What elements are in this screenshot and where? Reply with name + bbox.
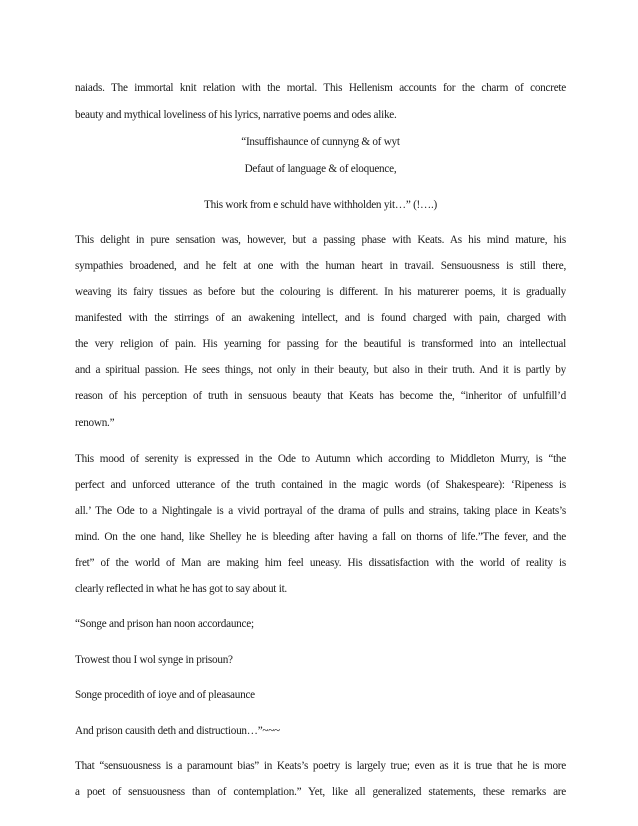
text-line: clearly reflected in what he has got to say about it. bbox=[75, 583, 287, 595]
text-line: weaving its fairy tissues as before but the colouring is different. In his maturerer poems, it is gradually bbox=[75, 286, 566, 298]
text-line: mind. On the one hand, like Shelley he is bleeding after having a fall on thorns of life.”The fever, and the bbox=[75, 531, 566, 543]
text-line: a poet of sensuousness than of contemplation.” Yet, like all generalized statements, these remarks are bbox=[75, 786, 566, 798]
quote-line: “Insuffishaunce of cunnyng & of wyt bbox=[241, 136, 400, 148]
text-line: That “sensuousness is a paramount bias” in Keats’s poetry is largely true; even as it is true that he is more bbox=[75, 760, 566, 772]
text-line: manifested with the stirrings of an awakening intellect, and is found charged with pain, charged with bbox=[75, 312, 566, 324]
text-line: This mood of serenity is expressed in the Ode to Autumn which according to Middleton Murry, is “the bbox=[75, 453, 566, 465]
verse-line: Trowest thou I wol synge in prisoun? bbox=[75, 654, 233, 666]
verse-line: And prison causith deth and distructioun…”~~~ bbox=[75, 725, 280, 737]
text-line: reason of his perception of truth in sensuous beauty that Keats has become the, “inheritor of unfulfill’d bbox=[75, 390, 566, 402]
text-line: perfect and unforced utterance of the truth contained in the magic words (of Shakespeare): ‘Ripeness is bbox=[75, 479, 566, 491]
text-line: fret” of the world of Man are making him feel uneasy. His dissatisfaction with the world of reality is bbox=[75, 557, 566, 569]
quote-line: This work from e schuld have withholden yit…” (!….) bbox=[203, 199, 437, 211]
text-line: sympathies broadened, and he felt at one with the human heart in travail. Sensuousness is still there, bbox=[75, 260, 566, 272]
text-line: all.’ The Ode to a Nightingale is a vivid portrayal of the drama of pulls and strains, taking place in Keats’s bbox=[75, 505, 566, 517]
text-line: renown.” bbox=[75, 417, 115, 429]
quote-line: Defaut of language & of eloquence, bbox=[244, 163, 397, 175]
verse-line: “Songe and prison han noon accordaunce; bbox=[75, 618, 254, 630]
text-line: naiads. The immortal knit relation with the mortal. This Hellenism accounts for the charm of concrete bbox=[75, 82, 566, 94]
text-line: and a spiritual passion. He sees things, not only in their beauty, but also in their truth. And it is partly by bbox=[75, 364, 566, 376]
text-line: the very religion of pain. His yearning for passing for the beautiful is transformed into an intellectual bbox=[75, 338, 566, 350]
verse-line: Songe procedith of ioye and of pleasaunce bbox=[75, 689, 255, 701]
text-line: This delight in pure sensation was, however, but a passing phase with Keats. As his mind mature, his bbox=[75, 234, 566, 246]
text-line: beauty and mythical loveliness of his lyrics, narrative poems and odes alike. bbox=[75, 109, 397, 121]
